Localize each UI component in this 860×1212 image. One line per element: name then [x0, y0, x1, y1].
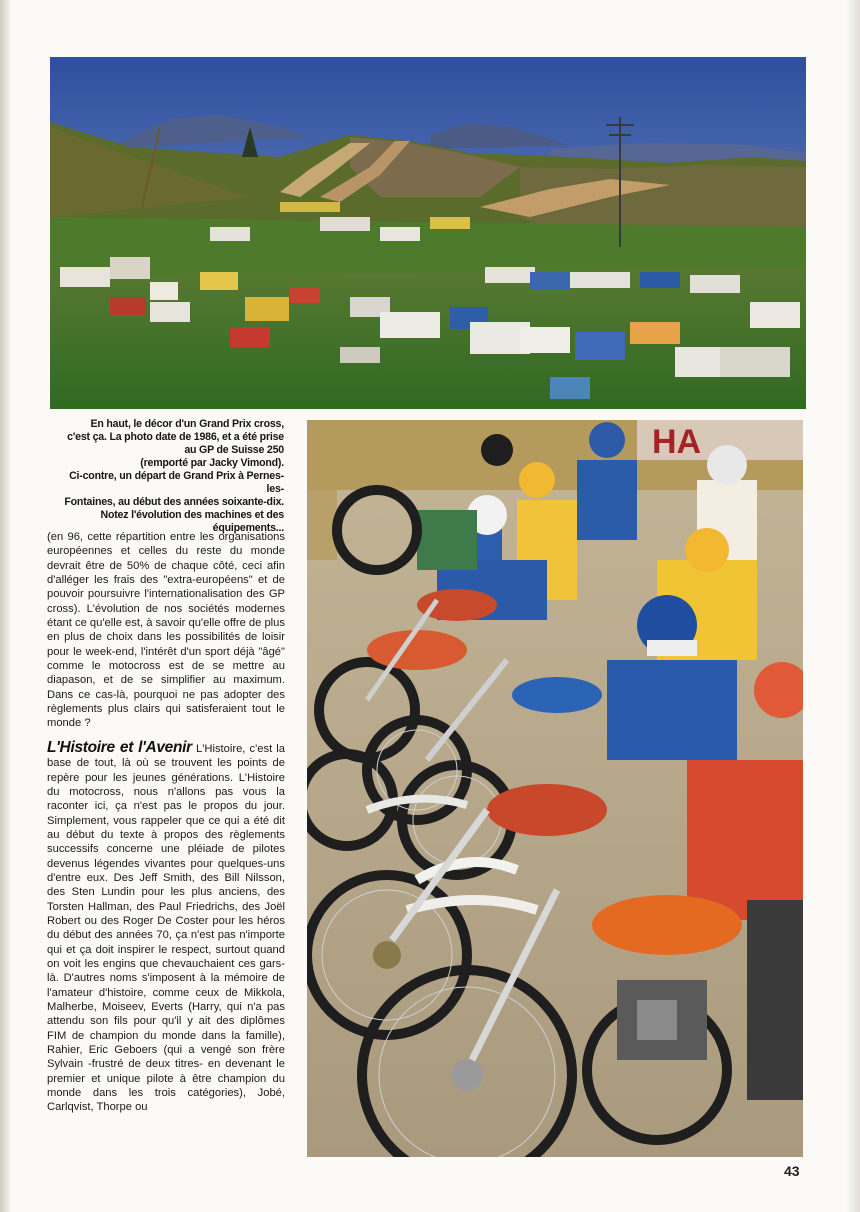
body-paragraph-text: L'Histoire, c'est la base de tout, là où se trouvent les points de repère pour les jeunes générations. L'Histoire du motocross, nous n'allons pas vous la raconter ici, ça n'est pas le propos du jour. Simplement, vous rappeler que ce qui a été dit au début du texte à propos des règlements successifs concerne une pléiade de pilotes devenus légendes vivantes pour quelques-uns d'entre eux. Des Jeff Smith, des Bill Nilsson, des Sten Lundin pour les plus anciens, des Torsten Hallman, des Paul Friedrichs, des Joël Robert ou des Roger De Coster pour les héros du début des années 70, ça n'est pas n'importe qui et ça doit inspirer le respect, surtout quand on voit les engins que chevauchaient ces gars-là. D'autres noms s'imposent à la mémoire de l'amateur d'histoire, comme ceux de Mikkola, Malherbe, Moiseev, Everts (Harry, qui n'a pas attendu son fils pour qu'il y ait des diplômes FIM de champion du monde dans la famille), Rahier, Eric Geboers (qui a vengé son frère Sylvain -frustré de deux titres- en devenant le premier et unique pilote à être champion du monde dans les trois catégories), Jobé, Carlqvist, Thorpe ou: [47, 742, 286, 1114]
caption-line: En haut, le décor d'un Grand Prix cross,: [90, 418, 284, 430]
section-heading: L'Histoire et l'Avenir: [47, 738, 192, 756]
photo-caption: [52, 418, 284, 535]
body-paragraph-history: [47, 738, 286, 1115]
photo-gp-suisse-paddock: [50, 57, 806, 409]
page-binding-edge: [0, 0, 10, 1212]
body-paragraph: (en 96, cette répartition entre les organisations européennes et celles du reste du monde devrait être de 50% de chaque côté, ceci afin d'alléger les frais des "extra-européens" et de pouvoir poursuivre l'internationalisation des GP cross). L'évolution de nos sociétés modernes étant ce qu'elle est, à savoir qu'elle offre de plus en plus de choix dans les possibilités de loisir pour le week-end, l'intérêt d'un sport déjà "âgé" comme le motocross est de se mettre au diapason, et de se simplifier au maximum. Dans ce cas-là, pourquoi ne pas adopter des règlements plus clairs qui satisferaient tout le monde ?: [47, 531, 285, 730]
caption-line: au GP de Suisse 250: [184, 444, 284, 456]
caption-line: Notez l'évolution des machines et des: [100, 509, 284, 521]
caption-line: c'est ça. La photo date de 1986, et a été prise: [67, 431, 284, 443]
caption-line: équipements...: [212, 522, 284, 534]
caption-line: Ci-contre, un départ de Grand Prix à Pernes-les-: [69, 470, 284, 495]
caption-line: Fontaines, au début des années soixante-dix.: [64, 496, 284, 508]
page-right-edge: [846, 0, 860, 1212]
page-number: 43: [784, 1163, 800, 1179]
photo-grand-prix-start: [307, 420, 803, 1157]
article-body: [47, 530, 285, 1115]
caption-line: (remporté par Jacky Vimond).: [140, 457, 284, 469]
banner-text: HA: [652, 423, 702, 461]
